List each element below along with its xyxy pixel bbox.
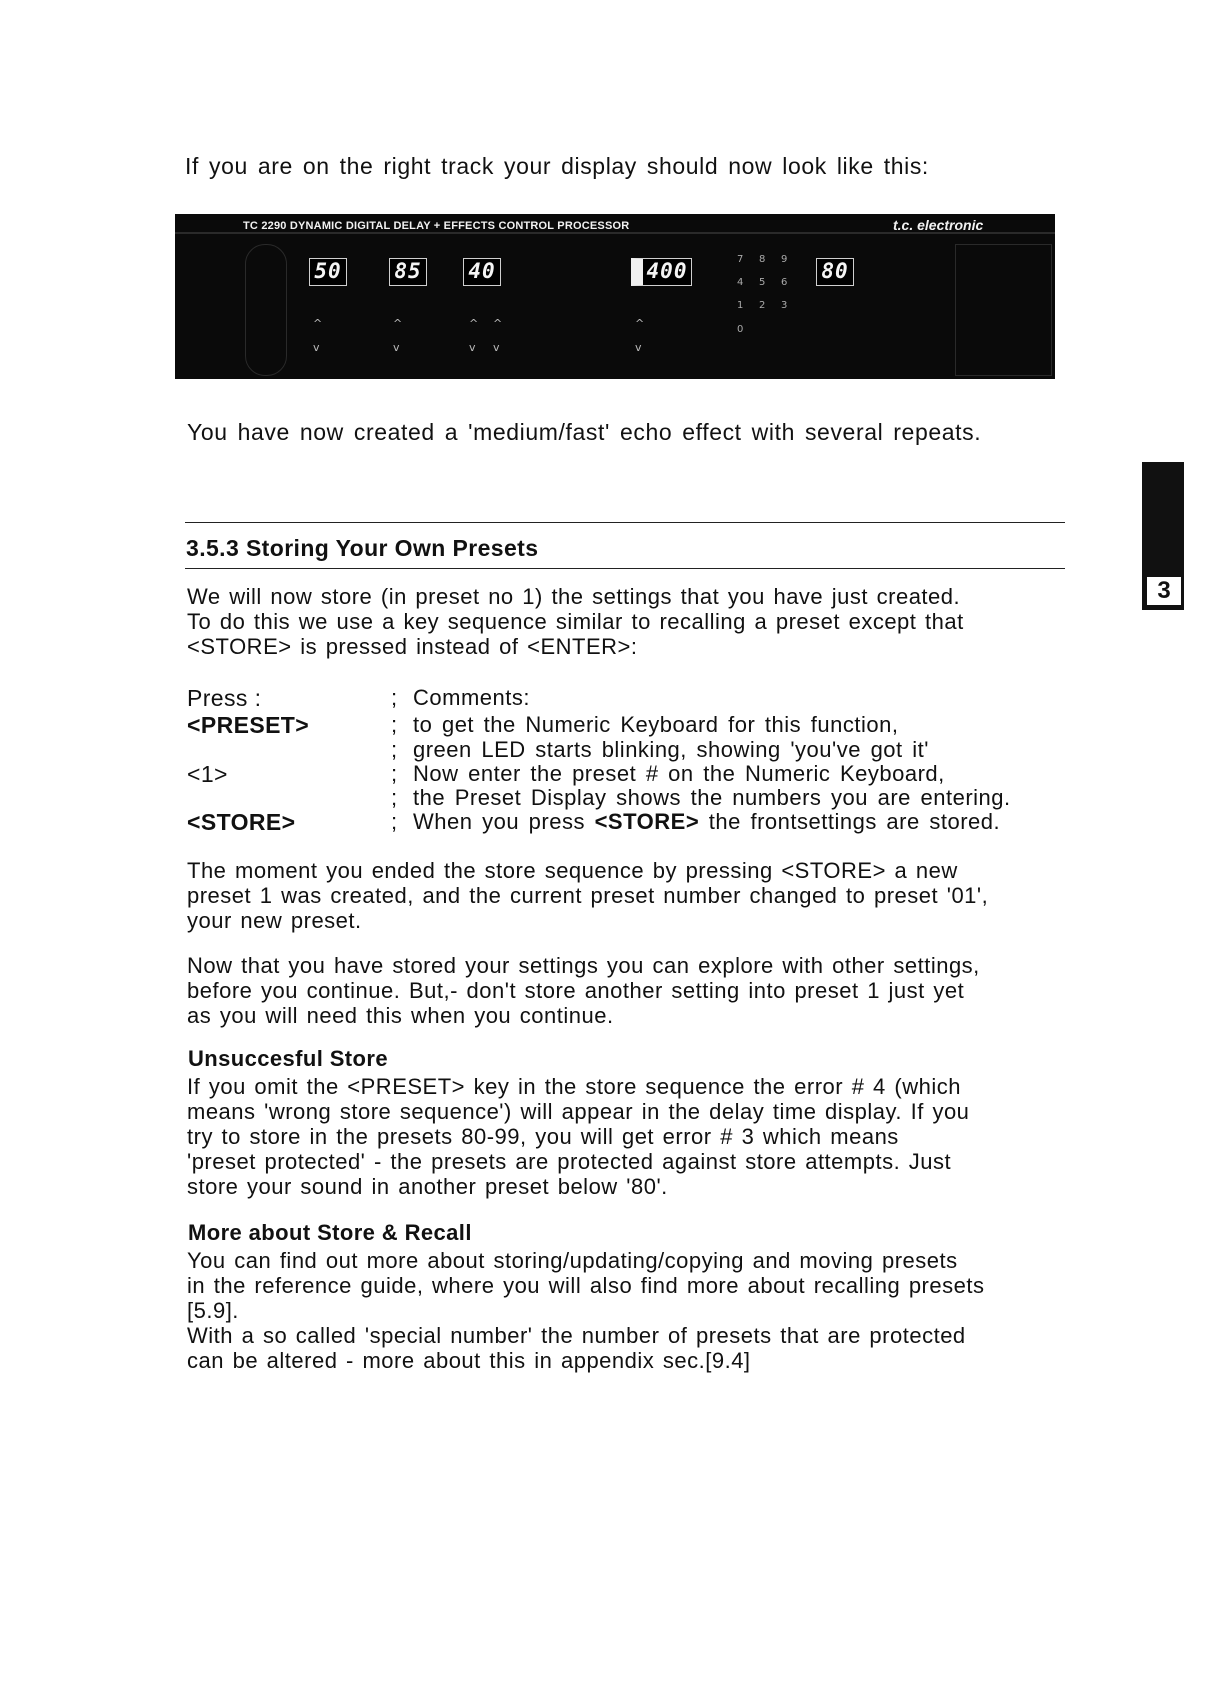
chapter-number: 3 xyxy=(1145,575,1183,607)
display-delay-time: 400 xyxy=(631,258,692,286)
step-comment: When you press <STORE> the frontsettings are stored. xyxy=(413,809,1001,834)
more-paragraph: You can find out more about storing/updating/copying and moving presets in the reference guide, where you will also find more about recalling presets [5.9]. With a so called 'special number' the number of presets that are protected can be altered - more about this in appendix sec.[9.4] xyxy=(187,1248,985,1373)
more-heading: More about Store & Recall xyxy=(188,1220,472,1245)
down-arrow-icon: v xyxy=(635,341,642,354)
down-arrow-icon: v xyxy=(469,341,476,354)
display-preset: 80 xyxy=(816,258,854,286)
comments-header: Comments: xyxy=(413,685,530,710)
up-arrow-icon: ^ xyxy=(313,317,323,330)
intro-paragraph: We will now store (in preset no 1) the settings that you have just created. To do this we use a key sequence similar to recalling a preset except that <STORE> is pressed instead of <ENTER>: xyxy=(187,584,964,659)
key-2: 2 xyxy=(759,300,766,311)
unsuccessful-paragraph: If you omit the <PRESET> key in the store sequence the error # 4 (which means 'wrong store sequence') will appear in the delay time display. If you try to store in the presets 80-99, you will get error # 3 which means 'preset protected' - the presets are protected against store attempts. Just store your sound in another preset below '80'. xyxy=(187,1074,970,1199)
device-front-panel xyxy=(175,214,1055,379)
down-arrow-icon: v xyxy=(493,341,500,354)
chapter-tab xyxy=(1142,462,1184,610)
up-arrow-icon: ^ xyxy=(635,317,645,330)
unsuccessful-heading: Unsuccesful Store xyxy=(188,1046,388,1071)
down-arrow-icon: v xyxy=(313,341,320,354)
press-header: Press : xyxy=(187,685,262,711)
up-arrow-icon: ^ xyxy=(493,317,503,330)
key-4: 4 xyxy=(737,277,744,288)
key-0: 0 xyxy=(737,324,744,335)
key-5: 5 xyxy=(759,277,766,288)
display-feedback: 50 xyxy=(309,258,347,286)
step-key-store: <STORE> xyxy=(187,809,296,835)
intro-text: If you are on the right track your display should now look like this: xyxy=(185,153,929,179)
panel-right-section xyxy=(955,244,1052,376)
key-8: 8 xyxy=(759,254,766,265)
after-panel-text: You have now created a 'medium/fast' echo effect with several repeats. xyxy=(187,419,982,445)
moment-paragraph: The moment you ended the store sequence by pressing <STORE> a new preset 1 was created, and the current preset number changed to preset '01', your new preset. xyxy=(187,858,989,933)
step-key-1: <1> xyxy=(187,761,228,787)
panel-knob-outline xyxy=(245,244,287,376)
brand-logo: t.c. electronic xyxy=(893,217,984,233)
section-rule-top xyxy=(185,522,1065,523)
down-arrow-icon: v xyxy=(393,341,400,354)
display-mix: 85 xyxy=(389,258,427,286)
step-comment: green LED starts blinking, showing 'you've got it' xyxy=(413,737,929,762)
key-3: 3 xyxy=(781,300,788,311)
key-7: 7 xyxy=(737,254,744,265)
now-paragraph: Now that you have stored your settings you can explore with other settings, before you continue. But,- don't store another setting into preset 1 just yet as you will need this when you continue. xyxy=(187,953,980,1028)
section-title: 3.5.3 Storing Your Own Presets xyxy=(186,535,539,561)
up-arrow-icon: ^ xyxy=(469,317,479,330)
key-9: 9 xyxy=(781,254,788,265)
step-comment: the Preset Display shows the numbers you are entering. xyxy=(413,785,1011,810)
section-rule-bottom xyxy=(185,568,1065,569)
display-level: 40 xyxy=(463,258,501,286)
panel-title: TC 2290 DYNAMIC DIGITAL DELAY + EFFECTS CONTROL PROCESSOR xyxy=(243,220,630,232)
key-1: 1 xyxy=(737,300,744,311)
step-comment: Now enter the preset # on the Numeric Keyboard, xyxy=(413,761,945,786)
panel-divider xyxy=(175,232,1055,234)
key-6: 6 xyxy=(781,277,788,288)
step-comment: to get the Numeric Keyboard for this function, xyxy=(413,712,899,737)
up-arrow-icon: ^ xyxy=(393,317,403,330)
step-key-preset: <PRESET> xyxy=(187,712,310,738)
